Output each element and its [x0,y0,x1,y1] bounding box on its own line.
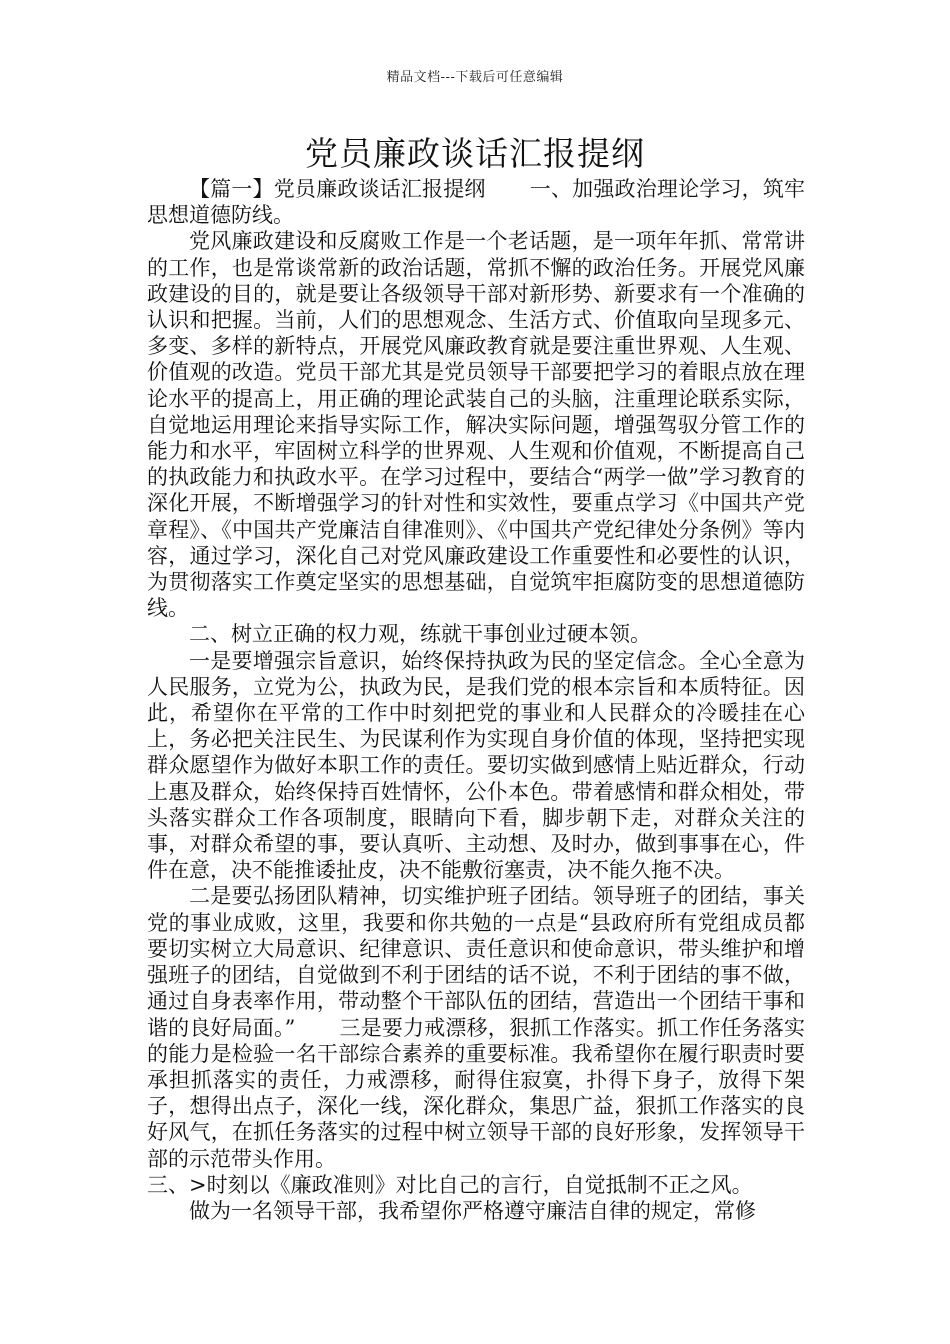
document-title: 党员廉政谈话汇报提纲 [305,134,645,173]
paragraph-5-text-b: 三是要力戒漂移，狠抓工作落实。抓工作任务落实的能力是检验一名干部综合素养的重要标准。我希望你在履行职责时要承担抓落实的责任，力戒漂移，耐得住寂寞，扑得下身子，放得下架子，想得出点子，深化一线，深化群众，集思广益，狠抓工作落实的良好风气，在抓任务落实的过程中树立领导干部的良好形象，发挥领导干部的示范带头作用。 [147,1015,805,1171]
paragraph-5 [147,883,805,1171]
page-header-note: 精品文档---下载后可任意编辑 [386,70,564,85]
paragraph-6: 三、>时刻以《廉政准则》对比自己的言行，自觉抵制不正之风。 [147,1172,753,1197]
paragraph-2: 党风廉政建设和反腐败工作是一个老话题，是一项年年抓、常常讲的工作，也是常谈常新的政治话题，常抓不懈的政治任务。开展党风廉政建设的目的，就是要让各级领导干部对新形势、新要求有一个准确的认识和把握。当前，人们的思想观念、生活方式、价值取向呈现多元、多变、多样的新特点，开展党风廉政教育就是要注重世界观、人生观、价值观的改造。党员干部尤其是党员领导干部要把学习的着眼点放在理论水平的提高上，用正确的理论武装自己的头脑，注重理论联系实际，自觉地运用理论来指导实际工作，解决实际问题，增强驾驭分管工作的能力和水平，牢固树立科学的世界观、人生观和价值观，不断提高自己的执政能力和执政水平。在学习过程中，要结合“两学一做”学习教育的深化开展，不断增强学习的针对性和实效性，要重点学习《中国共产党章程》、《中国共产党廉洁自律准则》、《中国共产党纪律处分条例》等内容，通过学习，深化自己对党风廉政建设工作重要性和必要性的认识，为贯彻落实工作奠定坚实的思想基础，自觉筑牢拒腐防变的思想道德防线。 [147,229,805,621]
paragraph-3: 二、树立正确的权力观，练就干事创业过硬本领。 [189,622,651,647]
paragraph-1 [147,176,805,228]
paragraph-7: 做为一名领导干部，我希望你严格遵守廉洁自律的规定，常修 [189,1198,756,1223]
paragraph-4: 一是要增强宗旨意识，始终保持执政为民的坚定信念。全心全意为人民服务，立党为公，执政为民，是我们党的根本宗旨和本质特征。因此，希望你在平常的工作中时刻把党的事业和人民群众的冷暖挂在心上，务必把关注民生、为民谋利作为实现自身价值的体现，坚持把实现群众愿望作为做好本职工作的责任。要切实做到感情上贴近群众，行动上惠及群众，始终保持百姓情怀，公仆本色。带着感情和群众相处，带头落实群众工作各项制度，眼睛向下看，脚步朝下走，对群众关注的事，对群众希望的事，要认真听、主动想、及时办，做到事事在心，件件在意，决不能推诿扯皮，决不能敷衍塞责，决不能久拖不决。 [147,648,805,883]
paragraph-5-text-a: 二是要弘扬团队精神，切实维护班子团结。领导班子的团结，事关党的事业成败，这里，我要和你共勉的一点是“县政府所有党组成员都要切实树立大局意识、纪律意识、责任意识和使命意识，带头维护和增强班子的团结，自觉做到不利于团结的话不说，不利于团结的事不做，通过自身表率作用，带动整个干部队伍的团结，营造出一个团结干事和谐的良好局面。” [147,884,805,1040]
paragraph-1-section: 一、加强政治理论学习，筑牢思想道德防线。 [147,177,806,228]
paragraph-1-heading: 【篇一】党员廉政谈话汇报提纲 [189,177,486,201]
document-body [147,176,805,1224]
